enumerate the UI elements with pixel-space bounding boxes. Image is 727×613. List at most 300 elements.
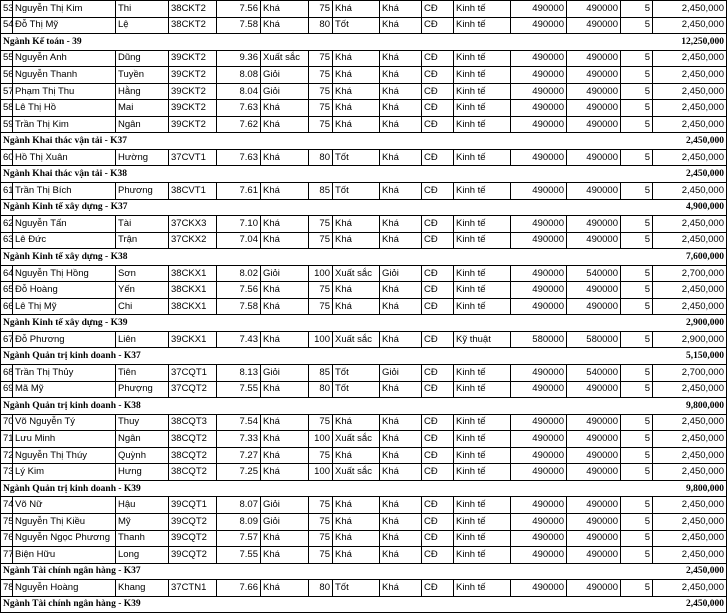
level-cell: CĐ: [422, 530, 454, 547]
field-cell: Kinh tế: [454, 365, 511, 382]
last-name-cell: Nguyễn Ngọc Phương: [13, 530, 116, 547]
field-cell: Kỹ thuật: [454, 331, 511, 348]
level-cell: CĐ: [422, 447, 454, 464]
first-name-cell: Phương: [116, 183, 169, 200]
academic-rank-cell: Khá: [261, 216, 309, 233]
level-cell: CĐ: [422, 497, 454, 514]
last-name-cell: Đỗ Hoàng: [13, 282, 116, 299]
conduct-score-cell: 75: [309, 547, 333, 564]
months-cell: 5: [621, 530, 653, 547]
level-cell: CĐ: [422, 216, 454, 233]
conduct-score-cell: 85: [309, 365, 333, 382]
row-number-cell: 64: [1, 265, 13, 282]
scholarship-rank-cell: Khá: [380, 216, 422, 233]
last-name-cell: Nguyễn Tấn: [13, 216, 116, 233]
group-title: Ngành Kinh tế xây dựng - K39: [1, 315, 653, 332]
first-name-cell: Sơn: [116, 265, 169, 282]
total-cell: 2,450,000: [653, 381, 727, 398]
field-cell: Kinh tế: [454, 83, 511, 100]
row-number-cell: 65: [1, 282, 13, 299]
base-amount-cell: 490000: [511, 17, 567, 34]
scholarship-rank-cell: Khá: [380, 149, 422, 166]
conduct-rank-cell: Khá: [333, 232, 380, 249]
table-row: [1, 513, 727, 530]
base-amount-cell: 490000: [511, 149, 567, 166]
award-amount-cell: 490000: [567, 67, 621, 84]
group-subtotal: 2,450,000: [653, 563, 727, 580]
conduct-score-cell: 75: [309, 116, 333, 133]
group-title: Ngành Kinh tế xây dựng - K38: [1, 249, 653, 266]
level-cell: CĐ: [422, 100, 454, 117]
class-cell: 38CQT2: [169, 464, 217, 481]
base-amount-cell: 490000: [511, 1, 567, 18]
table-row: [1, 83, 727, 100]
first-name-cell: Thanh: [116, 530, 169, 547]
field-cell: Kinh tế: [454, 381, 511, 398]
table-row: [1, 497, 727, 514]
score-cell: 7.58: [217, 298, 261, 315]
base-amount-cell: 490000: [511, 497, 567, 514]
level-cell: CĐ: [422, 365, 454, 382]
conduct-rank-cell: Khá: [333, 414, 380, 431]
last-name-cell: Nguyễn Thị Hồng: [13, 265, 116, 282]
group-title: Ngành Kinh tế xây dựng - K37: [1, 199, 653, 216]
award-amount-cell: 490000: [567, 282, 621, 299]
academic-rank-cell: Khá: [261, 381, 309, 398]
row-number-cell: 66: [1, 298, 13, 315]
class-cell: 38CKX1: [169, 298, 217, 315]
conduct-rank-cell: Xuất sắc: [333, 265, 380, 282]
academic-rank-cell: Khá: [261, 100, 309, 117]
row-number-cell: 67: [1, 331, 13, 348]
last-name-cell: Phạm Thị Thu: [13, 83, 116, 100]
award-amount-cell: 490000: [567, 17, 621, 34]
first-name-cell: Tài: [116, 216, 169, 233]
first-name-cell: Dũng: [116, 50, 169, 67]
conduct-score-cell: 75: [309, 298, 333, 315]
months-cell: 5: [621, 149, 653, 166]
first-name-cell: Quỳnh: [116, 447, 169, 464]
level-cell: CĐ: [422, 547, 454, 564]
table-row: [1, 580, 727, 597]
last-name-cell: Đỗ Phương: [13, 331, 116, 348]
academic-rank-cell: Giỏi: [261, 67, 309, 84]
months-cell: 5: [621, 116, 653, 133]
class-cell: 38CKT2: [169, 1, 217, 18]
level-cell: CĐ: [422, 232, 454, 249]
total-cell: 2,450,000: [653, 183, 727, 200]
total-cell: 2,450,000: [653, 116, 727, 133]
score-cell: 7.54: [217, 414, 261, 431]
conduct-rank-cell: Tốt: [333, 183, 380, 200]
field-cell: Kinh tế: [454, 431, 511, 448]
award-amount-cell: 490000: [567, 100, 621, 117]
conduct-rank-cell: Khá: [333, 447, 380, 464]
months-cell: 5: [621, 183, 653, 200]
score-cell: 7.61: [217, 183, 261, 200]
academic-rank-cell: Khá: [261, 547, 309, 564]
first-name-cell: Yến: [116, 282, 169, 299]
academic-rank-cell: Khá: [261, 116, 309, 133]
academic-rank-cell: Khá: [261, 298, 309, 315]
table-row: [1, 67, 727, 84]
academic-rank-cell: Xuất sắc: [261, 50, 309, 67]
first-name-cell: Liên: [116, 331, 169, 348]
level-cell: CĐ: [422, 431, 454, 448]
group-subtotal: 2,900,000: [653, 315, 727, 332]
row-number-cell: 68: [1, 365, 13, 382]
score-cell: 7.58: [217, 17, 261, 34]
row-number-cell: 72: [1, 447, 13, 464]
months-cell: 5: [621, 580, 653, 597]
group-subtotal: 2,450,000: [653, 596, 727, 613]
level-cell: CĐ: [422, 1, 454, 18]
score-cell: 8.09: [217, 513, 261, 530]
months-cell: 5: [621, 513, 653, 530]
field-cell: Kinh tế: [454, 50, 511, 67]
months-cell: 5: [621, 331, 653, 348]
first-name-cell: Phượng: [116, 381, 169, 398]
scholarship-rank-cell: Khá: [380, 530, 422, 547]
field-cell: Kinh tế: [454, 513, 511, 530]
score-cell: 8.02: [217, 265, 261, 282]
months-cell: 5: [621, 1, 653, 18]
score-cell: 8.07: [217, 497, 261, 514]
conduct-rank-cell: Tốt: [333, 580, 380, 597]
level-cell: CĐ: [422, 183, 454, 200]
conduct-rank-cell: Khá: [333, 100, 380, 117]
conduct-rank-cell: Tốt: [333, 17, 380, 34]
base-amount-cell: 490000: [511, 298, 567, 315]
first-name-cell: Hường: [116, 149, 169, 166]
scholarship-rank-cell: Khá: [380, 282, 422, 299]
scholarship-rank-cell: Giỏi: [380, 265, 422, 282]
total-cell: 2,900,000: [653, 331, 727, 348]
scholarship-rank-cell: Khá: [380, 447, 422, 464]
academic-rank-cell: Khá: [261, 464, 309, 481]
group-title: Ngành Quản trị kinh doanh - K37: [1, 348, 653, 365]
conduct-rank-cell: Khá: [333, 282, 380, 299]
level-cell: CĐ: [422, 265, 454, 282]
field-cell: Kinh tế: [454, 580, 511, 597]
scholarship-rank-cell: Khá: [380, 116, 422, 133]
field-cell: Kinh tế: [454, 414, 511, 431]
class-cell: 39CKT2: [169, 67, 217, 84]
table-row: [1, 265, 727, 282]
last-name-cell: Nguyễn Thị Kiều: [13, 513, 116, 530]
field-cell: Kinh tế: [454, 67, 511, 84]
first-name-cell: Mỹ: [116, 513, 169, 530]
conduct-rank-cell: Khá: [333, 116, 380, 133]
conduct-score-cell: 80: [309, 149, 333, 166]
row-number-cell: 71: [1, 431, 13, 448]
first-name-cell: Tiên: [116, 365, 169, 382]
conduct-score-cell: 75: [309, 216, 333, 233]
first-name-cell: Chi: [116, 298, 169, 315]
class-cell: 38CVT1: [169, 183, 217, 200]
table-row: [1, 100, 727, 117]
score-cell: 7.57: [217, 530, 261, 547]
group-subtotal: 5,150,000: [653, 348, 727, 365]
group-subtotal: 2,450,000: [653, 133, 727, 150]
academic-rank-cell: Giỏi: [261, 497, 309, 514]
last-name-cell: Nguyễn Anh: [13, 50, 116, 67]
months-cell: 5: [621, 232, 653, 249]
level-cell: CĐ: [422, 50, 454, 67]
class-cell: 37CKX3: [169, 216, 217, 233]
last-name-cell: Lê Thị Mỹ: [13, 298, 116, 315]
award-amount-cell: 490000: [567, 298, 621, 315]
table-row: [1, 365, 727, 382]
award-amount-cell: 490000: [567, 464, 621, 481]
conduct-score-cell: 100: [309, 331, 333, 348]
last-name-cell: Hồ Thị Xuân: [13, 149, 116, 166]
last-name-cell: Nguyễn Thị Thúy: [13, 447, 116, 464]
last-name-cell: Trần Thị Kim: [13, 116, 116, 133]
base-amount-cell: 490000: [511, 216, 567, 233]
total-cell: 2,450,000: [653, 431, 727, 448]
conduct-rank-cell: Tốt: [333, 365, 380, 382]
academic-rank-cell: Khá: [261, 232, 309, 249]
field-cell: Kinh tế: [454, 497, 511, 514]
group-title: Ngành Khai thác vận tải - K38: [1, 166, 653, 183]
table-row: [1, 381, 727, 398]
level-cell: CĐ: [422, 464, 454, 481]
row-number-cell: 78: [1, 580, 13, 597]
award-amount-cell: 490000: [567, 447, 621, 464]
class-cell: 39CKT2: [169, 116, 217, 133]
base-amount-cell: 490000: [511, 513, 567, 530]
base-amount-cell: 490000: [511, 530, 567, 547]
conduct-score-cell: 85: [309, 183, 333, 200]
row-number-cell: 53: [1, 1, 13, 18]
conduct-score-cell: 80: [309, 381, 333, 398]
months-cell: 5: [621, 431, 653, 448]
total-cell: 2,450,000: [653, 67, 727, 84]
table-row: [1, 431, 727, 448]
conduct-score-cell: 100: [309, 431, 333, 448]
row-number-cell: 75: [1, 513, 13, 530]
row-number-cell: 76: [1, 530, 13, 547]
field-cell: Kinh tế: [454, 232, 511, 249]
scholarship-rank-cell: Khá: [380, 414, 422, 431]
class-cell: 37CKX2: [169, 232, 217, 249]
level-cell: CĐ: [422, 149, 454, 166]
class-cell: 39CQT2: [169, 530, 217, 547]
award-amount-cell: 490000: [567, 513, 621, 530]
score-cell: 8.04: [217, 83, 261, 100]
academic-rank-cell: Giỏi: [261, 83, 309, 100]
base-amount-cell: 490000: [511, 381, 567, 398]
months-cell: 5: [621, 265, 653, 282]
score-cell: 7.63: [217, 100, 261, 117]
score-cell: 7.25: [217, 464, 261, 481]
conduct-score-cell: 75: [309, 100, 333, 117]
level-cell: CĐ: [422, 17, 454, 34]
academic-rank-cell: Khá: [261, 1, 309, 18]
group-header-row: [1, 480, 727, 497]
academic-rank-cell: Khá: [261, 580, 309, 597]
award-amount-cell: 580000: [567, 331, 621, 348]
level-cell: CĐ: [422, 513, 454, 530]
group-subtotal: 4,900,000: [653, 199, 727, 216]
total-cell: 2,450,000: [653, 83, 727, 100]
base-amount-cell: 490000: [511, 67, 567, 84]
months-cell: 5: [621, 100, 653, 117]
conduct-rank-cell: Khá: [333, 83, 380, 100]
conduct-score-cell: 75: [309, 447, 333, 464]
conduct-score-cell: 75: [309, 67, 333, 84]
first-name-cell: Khang: [116, 580, 169, 597]
last-name-cell: Nguyễn Hoàng: [13, 580, 116, 597]
row-number-cell: 62: [1, 216, 13, 233]
conduct-rank-cell: Xuất sắc: [333, 464, 380, 481]
scholarship-rank-cell: Khá: [380, 1, 422, 18]
score-cell: 7.55: [217, 547, 261, 564]
table-row: [1, 464, 727, 481]
row-number-cell: 77: [1, 547, 13, 564]
score-cell: 7.56: [217, 1, 261, 18]
score-cell: 7.62: [217, 116, 261, 133]
group-subtotal: 12,250,000: [653, 34, 727, 51]
conduct-rank-cell: Khá: [333, 1, 380, 18]
last-name-cell: Lý Kim: [13, 464, 116, 481]
group-header-row: [1, 398, 727, 415]
total-cell: 2,450,000: [653, 298, 727, 315]
total-cell: 2,450,000: [653, 149, 727, 166]
group-header-row: [1, 348, 727, 365]
scholarship-rank-cell: Khá: [380, 580, 422, 597]
row-number-cell: 56: [1, 67, 13, 84]
conduct-rank-cell: Khá: [333, 547, 380, 564]
total-cell: 2,450,000: [653, 1, 727, 18]
group-title: Ngành Quản trị kinh doanh - K38: [1, 398, 653, 415]
scholarship-rank-cell: Khá: [380, 100, 422, 117]
last-name-cell: Đỗ Thị Mỹ: [13, 17, 116, 34]
academic-rank-cell: Khá: [261, 414, 309, 431]
academic-rank-cell: Khá: [261, 331, 309, 348]
field-cell: Kinh tế: [454, 547, 511, 564]
table-row: [1, 298, 727, 315]
conduct-rank-cell: Khá: [333, 67, 380, 84]
class-cell: 39CQT2: [169, 513, 217, 530]
score-cell: 8.13: [217, 365, 261, 382]
scholarship-rank-cell: Khá: [380, 298, 422, 315]
award-amount-cell: 490000: [567, 183, 621, 200]
first-name-cell: Ngân: [116, 431, 169, 448]
table-row: [1, 1, 727, 18]
group-header-row: [1, 249, 727, 266]
conduct-rank-cell: Tốt: [333, 381, 380, 398]
months-cell: 5: [621, 282, 653, 299]
level-cell: CĐ: [422, 298, 454, 315]
class-cell: 39CKT2: [169, 83, 217, 100]
group-header-row: [1, 315, 727, 332]
award-amount-cell: 490000: [567, 414, 621, 431]
field-cell: Kinh tế: [454, 447, 511, 464]
base-amount-cell: 490000: [511, 50, 567, 67]
conduct-score-cell: 75: [309, 50, 333, 67]
first-name-cell: Tuyền: [116, 67, 169, 84]
award-amount-cell: 490000: [567, 547, 621, 564]
score-cell: 7.04: [217, 232, 261, 249]
total-cell: 2,450,000: [653, 232, 727, 249]
conduct-score-cell: 75: [309, 414, 333, 431]
award-amount-cell: 540000: [567, 365, 621, 382]
class-cell: 39CQT1: [169, 497, 217, 514]
first-name-cell: Long: [116, 547, 169, 564]
months-cell: 5: [621, 50, 653, 67]
score-cell: 7.43: [217, 331, 261, 348]
last-name-cell: Lưu Minh: [13, 431, 116, 448]
award-amount-cell: 490000: [567, 431, 621, 448]
scholarship-rank-cell: Giỏi: [380, 365, 422, 382]
scholarship-rank-cell: Khá: [380, 513, 422, 530]
months-cell: 5: [621, 447, 653, 464]
base-amount-cell: 490000: [511, 282, 567, 299]
group-subtotal: 7,600,000: [653, 249, 727, 266]
conduct-score-cell: 100: [309, 464, 333, 481]
conduct-rank-cell: Xuất sắc: [333, 331, 380, 348]
class-cell: 37CQT2: [169, 381, 217, 398]
group-header-row: [1, 596, 727, 613]
conduct-score-cell: 75: [309, 232, 333, 249]
conduct-score-cell: 75: [309, 83, 333, 100]
group-subtotal: 9,800,000: [653, 480, 727, 497]
table-row: [1, 414, 727, 431]
award-amount-cell: 490000: [567, 381, 621, 398]
scholarship-rank-cell: Khá: [380, 464, 422, 481]
score-cell: 9.36: [217, 50, 261, 67]
class-cell: 38CKX1: [169, 282, 217, 299]
conduct-score-cell: 75: [309, 282, 333, 299]
first-name-cell: Thi: [116, 1, 169, 18]
academic-rank-cell: Giỏi: [261, 513, 309, 530]
months-cell: 5: [621, 17, 653, 34]
academic-rank-cell: Khá: [261, 431, 309, 448]
field-cell: Kinh tế: [454, 1, 511, 18]
total-cell: 2,700,000: [653, 265, 727, 282]
group-subtotal: 9,800,000: [653, 398, 727, 415]
group-title: Ngành Tài chính ngân hàng - K37: [1, 563, 653, 580]
months-cell: 5: [621, 497, 653, 514]
scholarship-rank-cell: Khá: [380, 497, 422, 514]
group-header-row: [1, 133, 727, 150]
field-cell: Kinh tế: [454, 116, 511, 133]
level-cell: CĐ: [422, 282, 454, 299]
table-row: [1, 232, 727, 249]
score-cell: 7.66: [217, 580, 261, 597]
group-title: Ngành Kế toán - 39: [1, 34, 653, 51]
class-cell: 38CQT3: [169, 414, 217, 431]
group-header-row: [1, 34, 727, 51]
level-cell: CĐ: [422, 83, 454, 100]
row-number-cell: 69: [1, 381, 13, 398]
row-number-cell: 73: [1, 464, 13, 481]
months-cell: 5: [621, 381, 653, 398]
scholarship-rank-cell: Khá: [380, 83, 422, 100]
last-name-cell: Lê Đức: [13, 232, 116, 249]
award-amount-cell: 540000: [567, 265, 621, 282]
table-row: [1, 17, 727, 34]
group-header-row: [1, 563, 727, 580]
last-name-cell: Võ Nguyễn Tý: [13, 414, 116, 431]
first-name-cell: Hưng: [116, 464, 169, 481]
base-amount-cell: 490000: [511, 265, 567, 282]
base-amount-cell: 490000: [511, 116, 567, 133]
academic-rank-cell: Khá: [261, 447, 309, 464]
class-cell: 39CKT2: [169, 100, 217, 117]
